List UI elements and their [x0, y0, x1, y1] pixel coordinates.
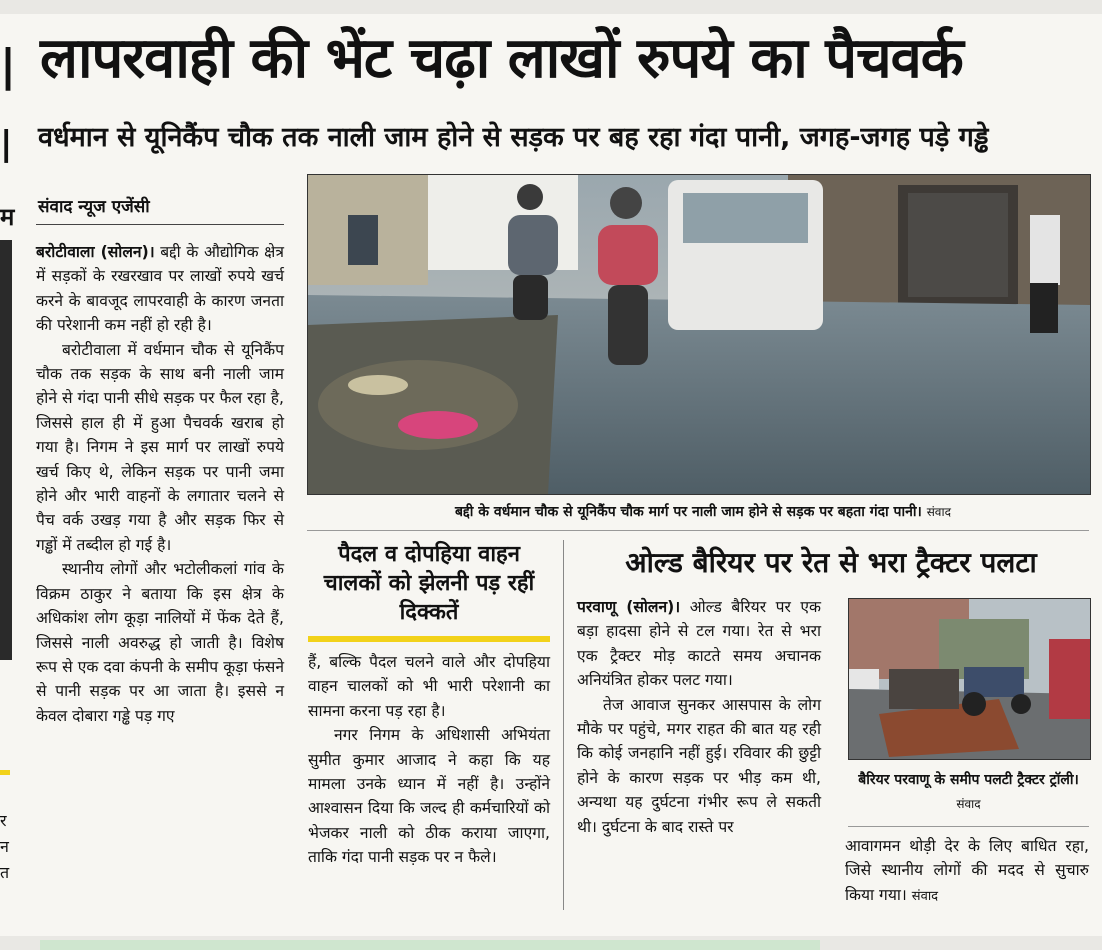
tractor-continuation-text [845, 834, 1089, 909]
main-paragraph-2: बरोटीवाला में वर्धमान चौक से यूनिकैंप चौक तक सड़क के साथ बनी नाली जाम होने से गंदा पानी सीधे सड़क पर फैल रहा है, जिससे हाल ही में हुआ पैचवर्क खराब हो गया है। निगम ने इस मार्ग पर लाखों रुपये खर्च किए थे, लेकिन सड़क पर पानी जमा होने और भारी वाहनों के लगातार चलने से पैच वर्क उखड़ गया है और सड़क फिर से गड्ढों में तब्दील हो गई है। [36, 340, 284, 554]
left-edge-photo-fragment [0, 240, 12, 660]
main-paragraph-3: स्थानीय लोगों और भटोलीकलां गांव के विक्रम ठाकुर ने बताया कि इस क्षेत्र के अधिकांश लोग कूड़ा नालियों में फेंक देते हैं, जिससे नाली अवरुद्ध हो जाती है। विशेष रूप से एक दवा कंपनी के समीप कूड़ा फंसने से पानी सड़क पर आ जाता है। इससे न केवल दोबारा गड्ढे पड़ गए [36, 560, 284, 725]
tractor-para-1-text: ओल्ड बैरियर पर एक बड़ा हादसा होने से टल गया। रेत से भरा एक ट्रैक्टर मोड़ काटते समय अचानक अनियंत्रित होकर पलट गया। [577, 598, 821, 690]
tractor-heading: ओल्ड बैरियर पर रेत से भरा ट्रैक्टर पलटा [625, 546, 1037, 579]
main-paragraph-1 [36, 240, 284, 338]
left-edge-mark: | [0, 40, 17, 91]
left-edge-mark-2: | [0, 124, 13, 164]
tractor-paragraph-2: तेज आवाज सुनकर आसपास के लोग मौके पर पहुंचे, मगर राहत की बात यह रही कि कोई जनहानि नहीं हुई। रविवार की छुट्टी होने के कारण सड़क पर भीड़ कम थी, अन्यथा यह दुर्घटना गंभीर रूप ले सकती थी। दुर्घटना के बाद रास्ते पर [577, 695, 821, 836]
tractor-dateline: परवाणू (सोलन)। [577, 598, 681, 616]
bottom-cutoff-band [40, 940, 820, 950]
main-photo-waterlogged-road [307, 174, 1091, 495]
tractor-caption-rule [848, 826, 1089, 827]
main-photo-caption [318, 502, 1088, 521]
sidebar-story-column [308, 650, 550, 870]
sidebar-paragraph-1: हैं, बल्कि पैदल चलने वाले और दोपहिया वाहन चालकों को भी भारी परेशानी का सामना करना पड़ रहा है। [308, 653, 550, 720]
tractor-cont-credit: संवाद [911, 888, 939, 904]
tractor-paragraph-1 [577, 595, 821, 693]
tractor-scene-illustration [849, 599, 1090, 759]
main-caption-text: बद्दी के वर्धमान चौक से यूनिकैंप चौक मार्ग पर नाली जाम होने से सड़क पर बहता गंदा पानी। [455, 504, 922, 520]
tractor-photo-caption [848, 768, 1089, 816]
caption-rule [307, 530, 1089, 531]
byline-rule [36, 224, 284, 225]
tractor-cont-body: आवागमन थोड़ी देर के लिए बाधित रहा, जिसे स्थानीय लोगों की मदद से सुचारु किया गया। [845, 837, 1089, 904]
column-divider [563, 540, 564, 910]
tractor-caption-text: बैरियर परवाणू के समीप पलटी ट्रैक्टर ट्रॉली। [858, 772, 1079, 788]
main-dateline: बरोटीवाला (सोलन)। [36, 243, 155, 261]
sidebar-heading-underline [308, 636, 550, 642]
subheadline: वर्धमान से यूनिकैंप चौक तक नाली जाम होने से सड़क पर बह रहा गंदा पानी, जगह-जगह पड़े गड्ढे [38, 122, 989, 153]
tractor-photo [848, 598, 1091, 760]
road-scene-illustration [308, 175, 1090, 494]
tractor-continuation [845, 834, 1089, 909]
top-cutoff-strip [0, 0, 1102, 14]
left-edge-highlight [0, 770, 10, 775]
sidebar-heading: पैदल व दोपहिया वाहन चालकों को झेलनी पड़ रहीं दिक्कतें [323, 542, 535, 625]
main-para-1-text: बद्दी के औद्योगिक क्षेत्र में सड़कों के रखरखाव पर लाखों रुपये खर्च करने के बावजूद लापरवाही के कारण जनता की परेशानी कम नहीं हो रही है। [36, 243, 284, 335]
tractor-caption-credit: संवाद [956, 797, 981, 811]
byline: संवाद न्यूज एजेंसी [38, 197, 150, 217]
left-edge-glyph: म [0, 203, 15, 231]
headline: लापरवाही की भेंट चढ़ा लाखों रुपये का पैचवर्क [40, 26, 963, 91]
main-caption-credit: संवाद [926, 505, 951, 519]
main-story-column [36, 240, 284, 728]
left-edge-text: र न त [0, 811, 10, 882]
tractor-story-column [577, 595, 821, 839]
sidebar-paragraph-2: नगर निगम के अधिशासी अभियंता सुमीत कुमार आजाद ने कहा कि यह मामला उनके ध्यान में नहीं है। उन्होंने आश्वासन दिया कि जल्द ही कर्मचारियों को भेजकर नाली को ठीक कराया जाएगा, ताकि गंदा पानी सड़क पर न फैले। [308, 726, 550, 867]
